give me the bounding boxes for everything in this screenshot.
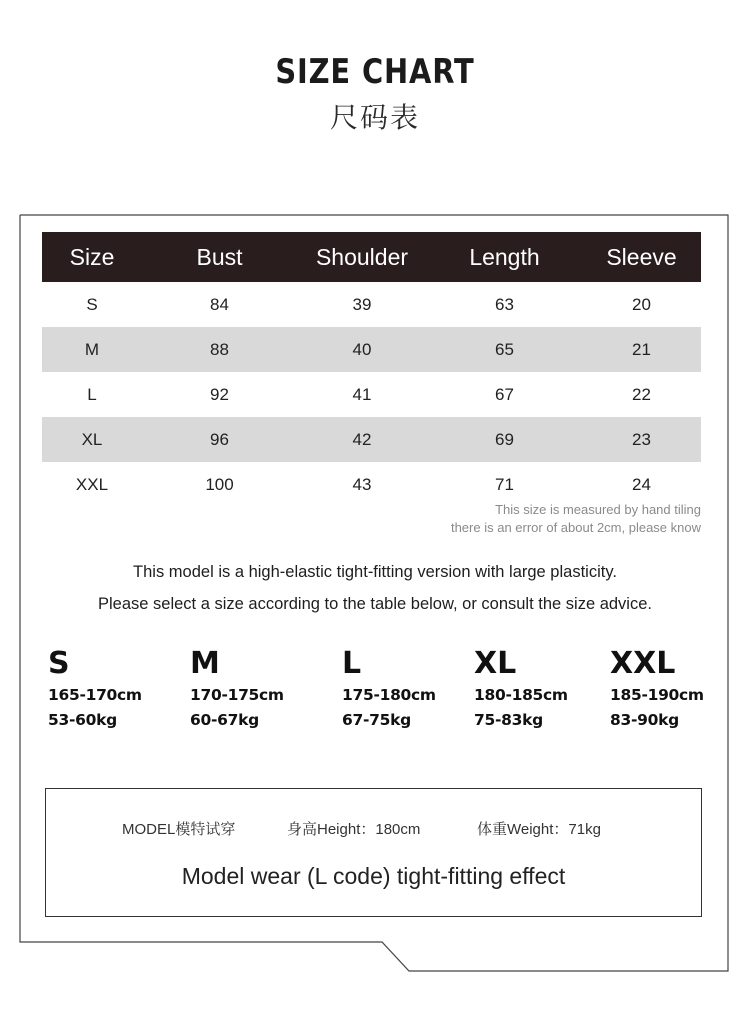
table-cell: 23	[632, 429, 651, 449]
table-row	[42, 417, 701, 462]
table-row	[42, 372, 701, 417]
column-header-bust: Bust	[196, 243, 243, 270]
size-guide	[48, 645, 708, 745]
table-cell: 43	[352, 474, 372, 494]
size-guide-weight: 67-75kg	[342, 711, 411, 729]
table-header	[42, 232, 701, 282]
size-guide-weight: 53-60kg	[48, 711, 117, 729]
table-cell: 39	[352, 294, 372, 314]
column-header-size: Size	[69, 243, 115, 270]
description-line-1: This model is a high-elastic tight-fitting version with large plasticity.	[133, 563, 617, 581]
table-cell: 88	[210, 339, 229, 359]
size-guide-item-xl	[474, 645, 568, 733]
table-cell: 24	[632, 474, 651, 494]
size-guide-weight: 75-83kg	[474, 711, 543, 729]
size-guide-item-l	[342, 645, 436, 733]
size-guide-label: XXL	[610, 646, 676, 681]
size-guide-height: 180-185cm	[474, 686, 568, 704]
size-guide-height: 175-180cm	[342, 686, 436, 704]
size-guide-weight: 60-67kg	[190, 711, 259, 729]
size-guide-item-s	[48, 645, 142, 733]
table-cell: 40	[352, 339, 372, 359]
size-guide-item-xxl	[610, 645, 704, 733]
column-header-sleeve: Sleeve	[606, 243, 677, 270]
column-header-length: Length	[469, 243, 540, 270]
table-cell: 63	[495, 294, 514, 314]
size-guide-label: S	[48, 646, 70, 681]
table-cell: 67	[495, 384, 514, 404]
model-height: 身高Height：180cm	[287, 821, 421, 838]
note-line-1: This size is measured by hand tiling	[495, 502, 701, 517]
table-cell: 65	[495, 339, 514, 359]
size-guide-label: XL	[474, 646, 517, 681]
description-line-2: Please select a size according to the table below, or consult the size advice.	[98, 595, 652, 613]
table-cell: XXL	[75, 474, 109, 494]
table-cell: 22	[632, 384, 651, 404]
table-cell: 71	[495, 474, 514, 494]
size-table	[42, 232, 701, 507]
table-row	[42, 327, 701, 372]
table-cell: 96	[210, 429, 229, 449]
size-guide-item-m	[190, 645, 284, 733]
page-title: SIZE CHART	[275, 52, 475, 92]
table-cell: 21	[632, 339, 651, 359]
model-effect-text: Model wear (L code) tight-fitting effect	[181, 863, 566, 889]
table-cell: 69	[495, 429, 514, 449]
page-subtitle: 尺码表	[329, 101, 420, 134]
measurement-note	[451, 501, 701, 537]
table-cell: S	[86, 294, 98, 314]
size-guide-weight: 83-90kg	[610, 711, 679, 729]
size-guide-height: 170-175cm	[190, 686, 284, 704]
model-weight: 体重Weight：71kg	[477, 821, 601, 838]
size-guide-height: 165-170cm	[48, 686, 142, 704]
note-line-2: there is an error of about 2cm, please know	[450, 520, 701, 535]
size-guide-label: L	[342, 646, 362, 681]
size-guide-height: 185-190cm	[610, 686, 704, 704]
table-cell: L	[87, 384, 97, 404]
table-row	[42, 282, 701, 327]
table-cell: XL	[81, 429, 103, 449]
column-header-shoulder: Shoulder	[315, 243, 409, 270]
model-info-box	[45, 788, 702, 917]
model-label: MODEL模特试穿	[122, 821, 236, 838]
table-cell: 41	[352, 384, 372, 404]
size-guide-label: M	[190, 646, 220, 681]
table-cell: 100	[205, 474, 234, 494]
table-cell: 84	[210, 294, 229, 314]
table-cell: 42	[352, 429, 372, 449]
table-cell: M	[84, 339, 100, 359]
table-cell: 92	[210, 384, 229, 404]
table-cell: 20	[632, 294, 651, 314]
